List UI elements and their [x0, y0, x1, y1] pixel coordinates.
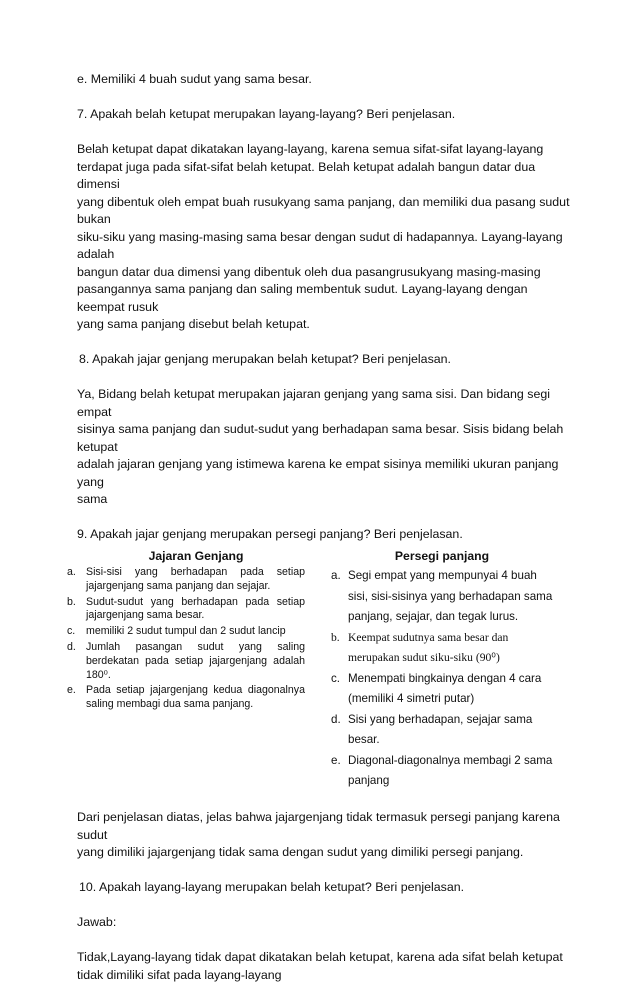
list-item	[331, 751, 553, 792]
list-marker: a.	[67, 566, 76, 580]
question-8: 8. Apakah jajar genjang merupakan belah ketupat? Beri penjelasan.	[77, 351, 577, 369]
answer-7	[77, 141, 577, 334]
list-text: Keempat sudutnya sama besar dan merupakan sudut siku-siku (90⁰)	[348, 631, 508, 665]
list-item	[67, 625, 305, 639]
parallelogram-column	[67, 548, 315, 792]
answer-8-line: sama	[77, 491, 577, 509]
answer-label: Jawab:	[77, 914, 577, 932]
list-marker: c.	[67, 625, 75, 639]
list-item	[67, 596, 305, 624]
list-marker: b.	[331, 628, 340, 649]
answer-7-line: siku-siku yang masing-masing sama besar dengan sudut di hadapannya. Layang-layang adalah	[77, 229, 577, 264]
list-marker: e.	[67, 684, 76, 698]
answer-7-line: bangun datar dua dimensi yang dibentuk oleh dua pasangrusukyang masing-masing	[77, 264, 577, 282]
answer-10-line: tidak dimiliki sifat pada layang-layang	[77, 967, 577, 984]
list-item	[67, 641, 305, 682]
list-item	[67, 566, 305, 594]
question-10: 10. Apakah layang-layang merupakan belah ketupat? Beri penjelasan.	[77, 879, 577, 897]
rectangle-column	[315, 548, 553, 792]
answer-7-line: Belah ketupat dapat dikatakan layang-layang, karena semua sifat-sifat layang-layang	[77, 141, 577, 159]
rectangle-title: Persegi panjang	[331, 548, 553, 566]
answer-7-line: yang sama panjang disebut belah ketupat.	[77, 316, 577, 334]
list-marker: a.	[331, 566, 341, 587]
parallelogram-title: Jajaran Genjang	[67, 548, 305, 566]
list-marker: c.	[331, 669, 340, 690]
answer-8-line: Ya, Bidang belah ketupat merupakan jajaran genjang yang sama sisi. Dan bidang segi empat	[77, 386, 577, 421]
answer-8-line: sisinya sama panjang dan sudut-sudut yang berhadapan sama besar. Sisis bidang belah ketupat	[77, 421, 577, 456]
answer-9	[77, 809, 577, 862]
list-text: Pada setiap jajargenjang kedua diagonalnya saling membagi dua sama panjang.	[86, 684, 305, 710]
answer-10	[77, 949, 577, 984]
answer-8-line: adalah jajaran genjang yang istimewa karena ke empat sisinya memiliki ukuran panjang yang	[77, 456, 577, 491]
list-text: Jumlah pasangan sudut yang saling berdekatan pada setiap jajargenjang adalah 180⁰.	[86, 641, 305, 681]
list-text: Sisi yang berhadapan, sejajar sama besar.	[348, 713, 532, 747]
list-text: Sudut-sudut yang berhadapan pada setiap jajargenjang sama besar.	[86, 596, 305, 622]
answer-8	[77, 386, 577, 509]
answer-7-line: yang dibentuk oleh empat buah rusukyang sama panjang, dan memiliki dua pasang sudut bukan	[77, 194, 577, 229]
answer-7-line: terdapat juga pada sifat-sifat belah ketupat. Belah ketupat adalah bangun datar dua dimensi	[77, 159, 577, 194]
list-marker: b.	[67, 596, 76, 610]
rectangle-list	[331, 566, 553, 792]
question-9: 9. Apakah jajar genjang merupakan persegi panjang? Beri penjelasan.	[77, 526, 577, 544]
list-item	[331, 566, 553, 628]
list-text: Sisi-sisi yang berhadapan pada setiap jajargenjang sama panjang dan sejajar.	[86, 566, 305, 592]
document-page	[77, 71, 577, 984]
list-text: Diagonal-diagonalnya membagi 2 sama panjang	[348, 754, 552, 788]
comparison-table	[67, 548, 553, 792]
answer-7-line: pasangannya sama panjang dan saling membentuk sudut. Layang-layang dengan keempat rusuk	[77, 281, 577, 316]
list-item	[331, 628, 553, 669]
list-text: memiliki 2 sudut tumpul dan 2 sudut lancip	[86, 625, 286, 637]
list-marker: d.	[67, 641, 76, 655]
answer-9-line: Dari penjelasan diatas, jelas bahwa jajargenjang tidak termasuk persegi panjang karena sudut	[77, 809, 577, 844]
list-text: Segi empat yang mempunyai 4 buah sisi, sisi-sisinya yang berhadapan sama panjang, sejajar, dan tegak lurus.	[348, 569, 552, 623]
list-item	[67, 684, 305, 712]
answer-9-line: yang dimiliki jajargenjang tidak sama dengan sudut yang dimiliki persegi panjang.	[77, 844, 577, 862]
item-e-line: e. Memiliki 4 buah sudut yang sama besar.	[77, 71, 577, 89]
question-7: 7. Apakah belah ketupat merupakan layang-layang? Beri penjelasan.	[77, 106, 577, 124]
list-item	[331, 710, 553, 751]
list-marker: d.	[331, 710, 341, 731]
list-marker: e.	[331, 751, 341, 772]
parallelogram-list	[67, 566, 305, 712]
list-text: Menempati bingkainya dengan 4 cara (memiliki 4 simetri putar)	[348, 672, 541, 706]
answer-10-line: Tidak,Layang-layang tidak dapat dikatakan belah ketupat, karena ada sifat belah ketupat	[77, 949, 577, 967]
list-item	[331, 669, 553, 710]
